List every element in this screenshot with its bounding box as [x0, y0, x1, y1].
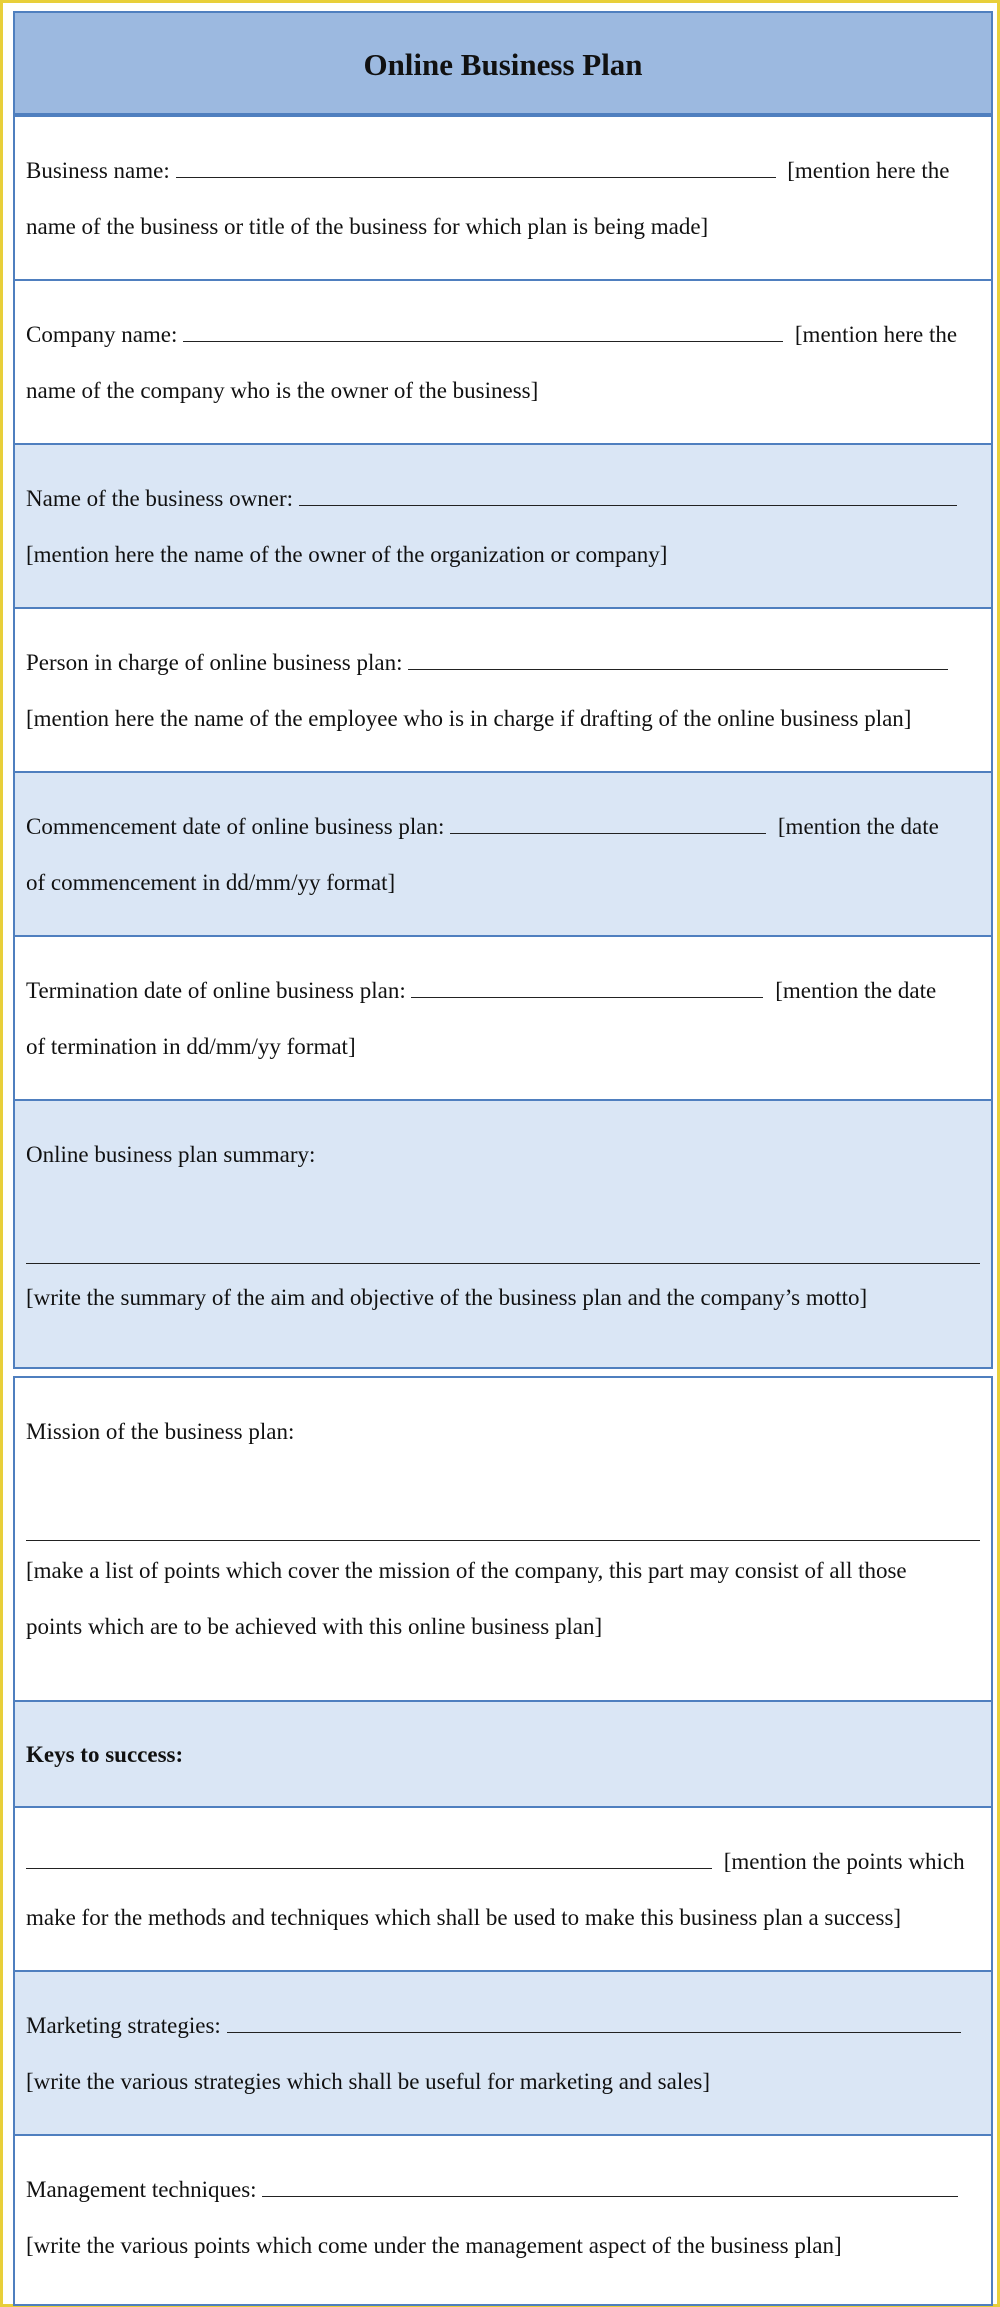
- form-table-bottom: [13, 1376, 993, 2306]
- marketing-hint: [write the various strategies which shall be useful for marketing and sales]: [26, 2069, 711, 2094]
- termination-date-label: Termination date of online business plan:: [26, 978, 406, 1003]
- keys-to-success-blank[interactable]: [26, 1846, 712, 1869]
- company-name-hint-start: [mention here the: [794, 322, 958, 347]
- management-blank[interactable]: [262, 2174, 958, 2197]
- keys-to-success-hint-end: make for the methods and techniques which shall be used to make this business plan a success]: [26, 1905, 902, 1930]
- business-name-blank[interactable]: [176, 155, 776, 178]
- person-in-charge-hint: [mention here the name of the employee who is in charge if drafting of the online business plan]: [26, 706, 912, 731]
- keys-to-success-hint-start: [mention the points which: [723, 1849, 965, 1874]
- commencement-date-blank[interactable]: [450, 811, 766, 834]
- keys-to-success-heading: Keys to success:: [26, 1742, 184, 1767]
- management-hint: [write the various points which come under the management aspect of the business plan]: [26, 2233, 842, 2258]
- management-label: Management techniques:: [26, 2177, 257, 2202]
- keys-to-success-row: [15, 1808, 991, 1972]
- marketing-row: [15, 1972, 991, 2136]
- company-name-blank[interactable]: [183, 319, 783, 342]
- form-table-top: [13, 11, 993, 1369]
- owner-name-label: Name of the business owner:: [26, 486, 293, 511]
- owner-name-blank[interactable]: [299, 483, 957, 506]
- business-name-label: Business name:: [26, 158, 170, 183]
- business-name-hint-end: name of the business or title of the business for which plan is being made]: [26, 214, 709, 239]
- mission-row: [15, 1378, 991, 1702]
- termination-date-hint-start: [mention the date: [775, 978, 937, 1003]
- company-name-row: [15, 281, 991, 445]
- keys-to-success-heading-row: [15, 1702, 991, 1808]
- mission-label: Mission of the business plan:: [26, 1419, 295, 1444]
- summary-hint: [write the summary of the aim and objective of the business plan and the company’s motto]: [26, 1285, 868, 1310]
- business-name-row: [15, 117, 991, 281]
- company-name-label: Company name:: [26, 322, 178, 347]
- owner-name-hint: [mention here the name of the owner of the organization or company]: [26, 542, 668, 567]
- person-in-charge-label: Person in charge of online business plan:: [26, 650, 403, 675]
- commencement-date-hint-start: [mention the date: [777, 814, 939, 839]
- mission-writing-space[interactable]: [26, 1460, 980, 1528]
- commencement-date-row: [15, 773, 991, 937]
- mission-hint-line2: points which are to be achieved with this online business plan]: [26, 1614, 603, 1639]
- document-title: Online Business Plan: [15, 13, 991, 117]
- termination-date-blank[interactable]: [411, 975, 763, 998]
- summary-writing-space[interactable]: [26, 1183, 980, 1251]
- marketing-label: Marketing strategies:: [26, 2013, 221, 2038]
- management-row: [15, 2136, 991, 2306]
- summary-row: [15, 1101, 991, 1369]
- termination-date-row: [15, 937, 991, 1101]
- termination-date-hint-end: of termination in dd/mm/yy format]: [26, 1034, 356, 1059]
- person-in-charge-blank[interactable]: [408, 647, 948, 670]
- summary-label: Online business plan summary:: [26, 1142, 316, 1167]
- business-name-hint-start: [mention here the: [787, 158, 950, 183]
- company-name-hint-end: name of the company who is the owner of the business]: [26, 378, 539, 403]
- mission-rule: [26, 1540, 980, 1541]
- marketing-blank[interactable]: [227, 2010, 961, 2033]
- commencement-date-label: Commencement date of online business plan:: [26, 814, 445, 839]
- mission-hint-line1: [make a list of points which cover the mission of the company, this part may consist of all those: [26, 1558, 907, 1583]
- summary-rule: [26, 1263, 980, 1264]
- person-in-charge-row: [15, 609, 991, 773]
- commencement-date-hint-end: of commencement in dd/mm/yy format]: [26, 870, 396, 895]
- owner-name-row: [15, 445, 991, 609]
